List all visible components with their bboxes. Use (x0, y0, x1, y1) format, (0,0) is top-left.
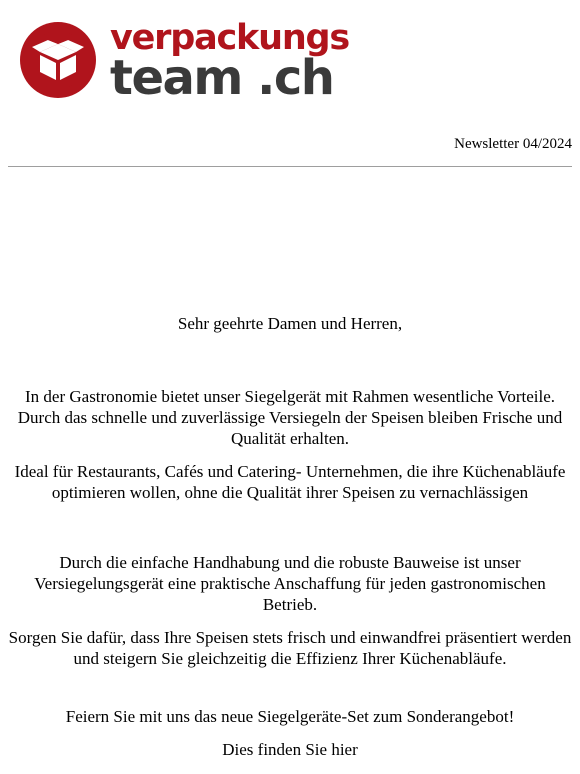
logo-wordmark (110, 18, 350, 106)
open-box-icon (18, 20, 98, 100)
body-paragraph-2: Ideal für Restaurants, Cafés und Catering- Unternehmen, die ihre Küchenabläufe optimieren wollen, ohne die Qualität ihrer Speisen zu vernachlässigen (14, 462, 566, 502)
cta-text: Feiern Sie mit uns das neue Siegelgeräte-Set zum Sonderangebot! (65, 707, 515, 726)
body-paragraph-1: In der Gastronomie bietet unser Siegelgerät mit Rahmen wesentliche Vorteile. Durch das schnelle und zuverlässige Versiegeln der Speisen bleiben Frische und Qualität erhalten. (17, 387, 563, 448)
body-paragraph-4: Sorgen Sie dafür, dass Ihre Speisen stets frisch und einwandfrei präsentiert werden und steigern Sie gleichzeitig die Effizienz Ihrer Küchenabläufe. (8, 628, 572, 668)
offer-link-line[interactable]: Dies finden Sie hier (222, 740, 358, 759)
email-body (8, 313, 572, 760)
header-divider (8, 166, 572, 167)
body-paragraph-3: Durch die einfache Handhabung und die robuste Bauweise ist unser Versiegelungsgerät eine praktische Anschaffung für jeden gastronomischen Betrieb. (34, 553, 546, 614)
newsletter-issue-label: Newsletter 04/2024 (454, 136, 572, 152)
email-header (0, 0, 580, 118)
brand-logo[interactable] (18, 18, 350, 106)
greeting-text: Sehr geehrte Damen und Herren, (177, 314, 403, 333)
logo-line-team-ch: team .ch (110, 50, 334, 106)
logo-line-verpackungs: verpackungs (110, 18, 350, 58)
